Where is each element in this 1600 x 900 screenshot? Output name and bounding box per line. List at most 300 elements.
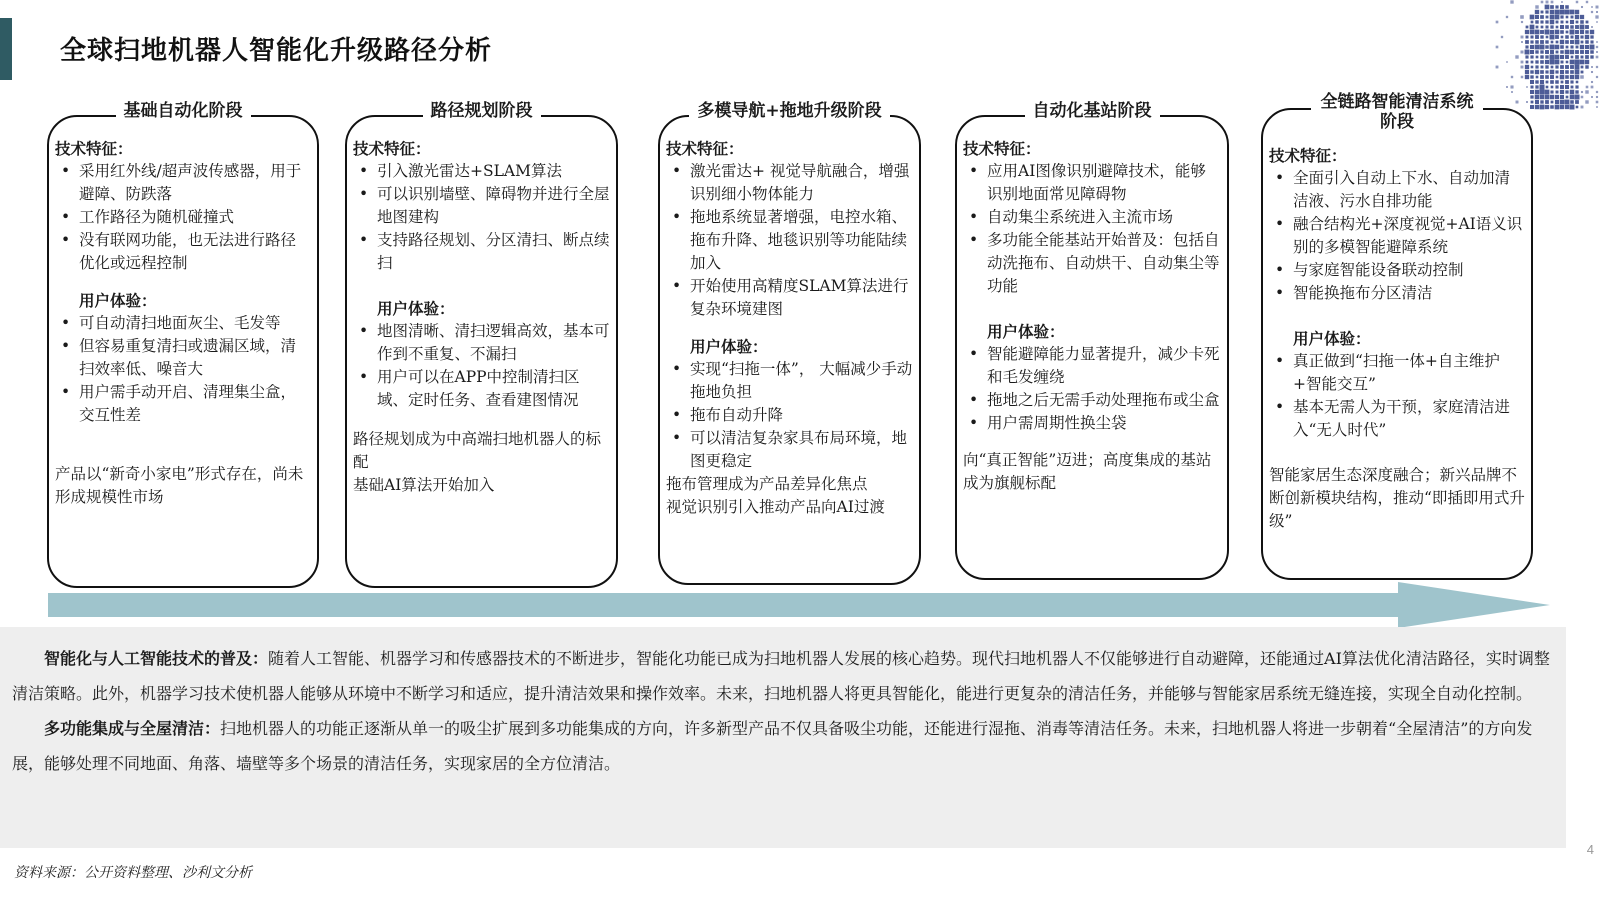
- logo-dot: [1590, 40, 1593, 43]
- logo-dot: [1565, 100, 1570, 105]
- logo-dot: [1550, 25, 1553, 28]
- logo-dot: [1581, 56, 1584, 59]
- logo-dot: [1555, 90, 1558, 93]
- logo-dot: [1585, 90, 1588, 93]
- logo-dot: [1575, 40, 1580, 45]
- stage-summary: [666, 473, 913, 519]
- stage-title: 多模导航+拖地升级阶段: [689, 101, 889, 121]
- logo-dot: [1566, 46, 1569, 49]
- logo-dot: [1570, 50, 1574, 54]
- logo-dot: [1555, 95, 1559, 99]
- logo-dot: [1560, 15, 1563, 18]
- logo-dot: [1570, 40, 1574, 44]
- logo-dot: [1556, 21, 1559, 24]
- ux-item: • 真正做到“扫拖一体+自主维护+智能交互”: [1269, 350, 1525, 396]
- logo-dot: [1545, 65, 1548, 68]
- logo-dot: [1545, 60, 1549, 64]
- logo-dot: [1585, 65, 1588, 68]
- logo-dot: [1506, 16, 1508, 18]
- logo-dot: [1520, 50, 1523, 53]
- logo-dot: [1550, 95, 1554, 99]
- analysis-paragraph-ai: [12, 641, 1552, 711]
- logo-dot: [1580, 15, 1584, 19]
- logo-dot: [1570, 20, 1574, 24]
- logo-dot: [1540, 105, 1545, 110]
- logo-dot: [1525, 40, 1529, 44]
- logo-dot: [1550, 20, 1554, 24]
- logo-dot: [1530, 75, 1533, 78]
- logo-dot: [1585, 55, 1589, 59]
- logo-dot: [1550, 45, 1555, 50]
- logo-dot: [1530, 40, 1533, 43]
- tech-item: • 自动集尘系统进入主流市场: [963, 206, 1221, 229]
- logo-dot: [1540, 30, 1544, 34]
- logo-dot: [1550, 5, 1554, 9]
- logo-dot: [1555, 10, 1560, 15]
- logo-dot: [1526, 61, 1529, 64]
- tech-item: • 拖地系统显著增强，电控水箱、拖布升降、地毯识别等功能陆续加入: [666, 206, 913, 275]
- logo-dot: [1555, 5, 1558, 8]
- logo-dot: [1541, 11, 1544, 14]
- logo-dot: [1535, 90, 1539, 94]
- logo-dot: [1585, 25, 1589, 29]
- logo-dot: [1535, 45, 1540, 50]
- logo-dot: [1570, 90, 1575, 95]
- logo-dot: [1586, 21, 1589, 24]
- logo-dot: [1555, 65, 1558, 68]
- logo-dot: [1575, 15, 1579, 19]
- logo-dot: [1565, 105, 1569, 109]
- tech-features-heading: 技术特征：: [1269, 146, 1347, 165]
- logo-dot: [1510, 0, 1513, 3]
- logo-dot: [1521, 66, 1524, 69]
- logo-dot: [1560, 100, 1565, 105]
- logo-dot: [1570, 95, 1574, 99]
- logo-dot: [1596, 96, 1598, 98]
- summary-line: 向“真正智能”迈进；高度集成的基站成为旗舰标配: [963, 451, 1212, 492]
- logo-dot: [1550, 10, 1554, 14]
- ux-item: • 拖地之后无需手动处理拖布或尘盒: [963, 389, 1221, 412]
- logo-dot: [1535, 50, 1538, 53]
- logo-dot: [1545, 10, 1548, 13]
- summary-line: 产品以“新奇小家电”形式存在，尚未形成规模性市场: [55, 465, 304, 506]
- user-experience-heading: 用户体验：: [690, 337, 768, 356]
- logo-dot: [1570, 35, 1573, 38]
- logo-dot: [1565, 55, 1569, 59]
- logo-dot: [1550, 60, 1555, 65]
- logo-dot: [1580, 30, 1584, 34]
- logo-dot: [1560, 45, 1564, 49]
- logo-dot: [1575, 30, 1579, 34]
- logo-dot: [1575, 50, 1579, 54]
- logo-dot: [1540, 55, 1543, 58]
- logo-dot: [1540, 35, 1543, 38]
- logo-dot: [1595, 15, 1598, 18]
- logo-dot: [1535, 85, 1538, 88]
- logo-dot: [1555, 100, 1559, 104]
- logo-dot: [1521, 21, 1523, 23]
- logo-dot: [1565, 25, 1569, 29]
- logo-dot: [1555, 70, 1558, 73]
- logo-dot: [1591, 26, 1593, 28]
- summary-line: 路径规划成为中高端扫地机器人的标配: [353, 430, 602, 471]
- logo-dot: [1550, 15, 1555, 20]
- ux-item: • 拖布自动升降: [666, 404, 913, 427]
- logo-dot: [1546, 1, 1549, 4]
- logo-dot: [1580, 25, 1585, 30]
- logo-dot: [1550, 35, 1555, 40]
- logo-dot: [1496, 21, 1499, 24]
- stage-card-path-planning: [345, 101, 618, 588]
- logo-dot: [1520, 15, 1524, 19]
- logo-dot: [1560, 85, 1564, 89]
- logo-dot: [1560, 10, 1565, 15]
- logo-dot: [1541, 1, 1544, 4]
- tech-features-heading: 技术特征：: [353, 139, 431, 158]
- logo-dot: [1546, 16, 1549, 19]
- logo-dot: [1550, 50, 1554, 54]
- logo-dot: [1566, 21, 1569, 24]
- logo-dot: [1560, 25, 1564, 29]
- logo-dot: [1596, 66, 1598, 68]
- logo-dot: [1555, 55, 1560, 60]
- logo-dot: [1541, 66, 1544, 69]
- logo-dot: [1525, 55, 1528, 58]
- stage-summary: [1269, 464, 1525, 533]
- logo-dot: [1510, 85, 1513, 88]
- stage-title: 全链路智能清洁系统阶段: [1311, 92, 1483, 132]
- logo-dot: [1570, 30, 1575, 35]
- logo-dot: [1551, 41, 1554, 44]
- tech-features-heading: 技术特征：: [963, 139, 1041, 158]
- logo-dot: [1545, 70, 1548, 73]
- logo-dot: [1540, 70, 1544, 74]
- stage-title: 路径规划阶段: [423, 101, 541, 121]
- logo-dot: [1591, 86, 1594, 89]
- ux-item: • 地图清晰、清扫逻辑高效，基本可作到不重复、不漏扫: [353, 320, 610, 366]
- tech-item: • 与家庭智能设备联动控制: [1269, 259, 1525, 282]
- logo-dot: [1535, 60, 1538, 63]
- tech-item: • 融合结构光+深度视觉+AI语义识别的多模智能避障系统: [1269, 213, 1525, 259]
- logo-dot: [1535, 20, 1538, 23]
- logo-dot: [1576, 21, 1579, 24]
- logo-dot: [1555, 85, 1558, 88]
- logo-dot: [1530, 45, 1534, 49]
- summary-line: 视觉识别引入推动产品向AI过渡: [666, 498, 885, 516]
- logo-dot: [1535, 40, 1539, 44]
- logo-dot: [1530, 55, 1533, 58]
- tech-item: • 全面引入自动上下水、自动加清洁液、污水自排功能: [1269, 167, 1525, 213]
- summary-line: 智能家居生态深度融合；新兴品牌不断创新模块结构，推动“即插即用式升级”: [1269, 466, 1525, 530]
- stage-card-basic-automation: [47, 101, 319, 588]
- logo-dot: [1511, 76, 1513, 78]
- logo-dot: [1560, 5, 1564, 9]
- logo-dot: [1556, 51, 1559, 54]
- logo-dot: [1560, 60, 1563, 63]
- logo-dot: [1546, 81, 1549, 84]
- logo-dot: [1530, 25, 1535, 30]
- logo-dot: [1555, 80, 1559, 84]
- logo-dot: [1596, 51, 1598, 53]
- logo-dot: [1545, 90, 1550, 95]
- logo-dot: [1556, 76, 1559, 79]
- logo-dot: [1575, 70, 1580, 75]
- ux-item: • 但容易重复清扫或遗漏区域，清扫效率低、噪音大: [55, 335, 311, 381]
- logo-dot: [1570, 60, 1575, 65]
- logo-dot: [1560, 55, 1564, 59]
- logo-dot: [1521, 76, 1524, 79]
- logo-dot: [1590, 50, 1594, 54]
- logo-dot: [1585, 35, 1589, 39]
- logo-dot: [1560, 40, 1564, 44]
- logo-dot: [1525, 50, 1530, 55]
- logo-dot: [1546, 36, 1549, 39]
- logo-dot: [1560, 75, 1564, 79]
- logo-dot: [1585, 50, 1589, 54]
- logo-dot: [1591, 96, 1593, 98]
- logo-dot: [1575, 10, 1579, 14]
- logo-dot: [1555, 105, 1560, 110]
- logo-dot: [1585, 45, 1589, 49]
- logo-dot: [1540, 80, 1544, 84]
- ux-item: • 可自动清扫地面灰尘、毛发等: [55, 312, 311, 335]
- logo-dot: [1580, 50, 1584, 54]
- logo-dot: [1540, 45, 1545, 50]
- user-experience-heading: 用户体验：: [1293, 329, 1371, 348]
- logo-dot: [1541, 26, 1544, 29]
- logo-dot: [1561, 21, 1564, 24]
- logo-dot: [1596, 101, 1599, 104]
- logo-dot: [1555, 30, 1560, 35]
- logo-dot: [1591, 71, 1593, 73]
- logo-dot: [1560, 90, 1564, 94]
- logo-dot: [1570, 75, 1574, 79]
- logo-dot: [1536, 26, 1539, 29]
- logo-dot: [1545, 25, 1548, 28]
- logo-dot: [1506, 86, 1508, 88]
- logo-dot: [1561, 81, 1564, 84]
- logo-dot: [1570, 105, 1575, 110]
- logo-dot: [1526, 26, 1529, 29]
- logo-dot: [1546, 86, 1549, 89]
- logo-dot: [1515, 55, 1518, 58]
- logo-dot: [1580, 35, 1583, 38]
- logo-dot: [1545, 45, 1549, 49]
- logo-dot: [1591, 66, 1593, 68]
- logo-dot: [1540, 95, 1544, 99]
- logo-dot: [1585, 30, 1589, 34]
- logo-dot: [1581, 71, 1584, 74]
- page-number: 4: [1586, 842, 1594, 857]
- tech-item: • 没有联网功能，也无法进行路径优化或远程控制: [55, 229, 311, 275]
- logo-dot: [1545, 100, 1549, 104]
- logo-dot: [1575, 60, 1580, 65]
- logo-dot: [1550, 75, 1554, 79]
- logo-dot: [1560, 105, 1564, 109]
- logo-dot: [1576, 46, 1579, 49]
- logo-dot: [1551, 1, 1554, 4]
- logo-dot: [1566, 31, 1569, 34]
- logo-dot: [1580, 45, 1584, 49]
- paragraph-heading: 多功能集成与全屋清洁：: [44, 719, 221, 738]
- logo-dot: [1576, 106, 1579, 109]
- logo-dot: [1565, 75, 1569, 79]
- logo-dot: [1531, 66, 1534, 69]
- logo-dot: [1530, 35, 1533, 38]
- logo-dot: [1575, 90, 1578, 93]
- paragraph-body: 随着人工智能、机器学习和传感器技术的不断进步，智能化功能已成为扫地机器人发展的核心趋势。现代扫地机器人不仅能够进行自动避障，还能通过AI算法优化清洁路径，实时调整清洁策略。此外，机器学习技术使机器人能够从环境中不断学习和适应，提升清洁效果和操作效率。未来，扫地机器人将更具智能化，能进行更复杂的清洁任务，并能够与智能家居系统无缝连接，实现全自动化控制。: [12, 649, 1550, 703]
- user-experience-heading: 用户体验：: [987, 322, 1065, 341]
- logo-dot: [1535, 105, 1539, 109]
- logo-dot: [1570, 80, 1573, 83]
- logo-dot: [1575, 95, 1580, 100]
- logo-dot: [1596, 41, 1598, 43]
- logo-dot: [1525, 65, 1529, 69]
- stage-summary: [353, 428, 610, 497]
- stage-card-full-chain-smart-cleaning: [1261, 92, 1533, 580]
- logo-dot: [1591, 11, 1593, 13]
- logo-dot: [1565, 10, 1570, 15]
- logo-dot: [1550, 80, 1554, 84]
- summary-line: 基础AI算法开始加入: [353, 476, 495, 494]
- logo-dot: [1555, 35, 1559, 39]
- logo-dot: [1596, 46, 1598, 48]
- logo-dot: [1585, 40, 1589, 44]
- logo-dot: [1540, 60, 1544, 64]
- paragraph-body: 扫地机器人的功能正逐渐从单一的吸尘扩展到多功能集成的方向，许多新型产品不仅具备吸尘功能，还能进行湿拖、消毒等清洁任务。未来，扫地机器人将进一步朝着“全屋清洁”的方向发展，能够处理不同地面、角落、墙壁等多个场景的清洁任务，实现家居的全方位清洁。: [12, 719, 1533, 773]
- logo-dot: [1535, 30, 1540, 35]
- logo-dot: [1540, 90, 1545, 95]
- logo-dot: [1551, 101, 1554, 104]
- summary-line: 拖布管理成为产品差异化焦点: [666, 475, 868, 493]
- tech-item: • 可以识别墙壁、障碍物并进行全屋地图建构: [353, 183, 610, 229]
- logo-dot: [1570, 10, 1575, 15]
- logo-dot: [1540, 40, 1544, 44]
- logo-dot: [1540, 20, 1543, 23]
- logo-dot: [1570, 45, 1573, 48]
- logo-dot: [1596, 11, 1598, 13]
- logo-dot: [1581, 66, 1584, 69]
- logo-dot: [1581, 91, 1583, 93]
- logo-dot: [1596, 76, 1598, 78]
- logo-dot: [1545, 30, 1550, 35]
- logo-dot: [1526, 86, 1528, 88]
- logo-dot: [1560, 50, 1564, 54]
- logo-dot: [1586, 1, 1588, 3]
- logo-dot: [1575, 85, 1578, 88]
- stage-card-auto-base-station: [955, 101, 1229, 580]
- logo-dot: [1565, 65, 1569, 69]
- tech-item: • 激光雷达+ 视觉导航融合，增强识别细小物体能力: [666, 160, 913, 206]
- logo-dot: [1566, 61, 1569, 64]
- logo-dot: [1556, 41, 1559, 44]
- stage-card-multimodal-navigation: [658, 101, 921, 585]
- logo-dot: [1560, 30, 1564, 34]
- logo-dot: [1555, 45, 1560, 50]
- ux-item: • 用户需手动开启、清理集尘盒，交互性差: [55, 381, 311, 427]
- tech-item: • 引入激光雷达+SLAM算法: [353, 160, 610, 183]
- paragraph-heading: 智能化与人工智能技术的普及：: [44, 649, 269, 668]
- logo-dot: [1545, 55, 1548, 58]
- logo-dot: [1545, 50, 1549, 54]
- logo-dot: [1545, 5, 1550, 10]
- logo-dot: [1540, 75, 1544, 79]
- logo-dot: [1530, 80, 1534, 84]
- logo-dot: [1525, 70, 1529, 74]
- logo-dot: [1565, 50, 1570, 55]
- ux-item: • 基本无需人为干预，家庭清洁进入“无人时代”: [1269, 396, 1525, 442]
- logo-dot: [1570, 100, 1574, 104]
- logo-dot: [1565, 5, 1569, 9]
- logo-dot: [1551, 86, 1554, 89]
- logo-dot: [1591, 6, 1593, 8]
- logo-dot: [1596, 6, 1599, 9]
- user-experience-heading: 用户体验：: [377, 299, 455, 318]
- logo-dot: [1521, 41, 1523, 43]
- logo-dot: [1570, 70, 1574, 74]
- logo-dot: [1550, 70, 1554, 74]
- timeline-arrow-icon: [48, 582, 1550, 628]
- logo-dot: [1561, 1, 1563, 3]
- logo-dot: [1580, 75, 1584, 79]
- logo-dot: [1535, 70, 1539, 74]
- logo-dot: [1535, 95, 1540, 100]
- logo-dot: [1540, 100, 1543, 103]
- logo-dot: [1545, 75, 1549, 79]
- logo-dot: [1576, 81, 1579, 84]
- analysis-paragraph-multifunction: [12, 711, 1552, 781]
- logo-dot: [1570, 65, 1574, 69]
- stage-summary: [963, 449, 1221, 495]
- logo-dot: [1566, 16, 1569, 19]
- logo-dot: [1560, 95, 1564, 99]
- logo-dot: [1530, 70, 1533, 73]
- logo-dot: [1560, 70, 1564, 74]
- logo-dot: [1581, 41, 1584, 44]
- logo-dot: [1570, 25, 1574, 29]
- logo-dot: [1545, 95, 1550, 100]
- tech-item: • 开始使用高精度SLAM算法进行复杂环境建图: [666, 275, 913, 321]
- tech-item: • 多功能全能基站开始普及：包括自动洗拖布、自动烘干、自动集尘等功能: [963, 229, 1221, 298]
- logo-dot: [1535, 5, 1538, 8]
- analysis-panel: [0, 627, 1566, 848]
- logo-dot: [1556, 26, 1559, 29]
- logo-dot: [1585, 60, 1589, 64]
- logo-dot: [1575, 55, 1579, 59]
- logo-dot: [1555, 15, 1560, 20]
- logo-dot: [1525, 30, 1529, 34]
- logo-dot: [1545, 40, 1548, 43]
- logo-dot: [1535, 15, 1539, 19]
- logo-dot: [1501, 36, 1503, 38]
- logo-dot: [1575, 65, 1580, 70]
- logo-dot: [1545, 105, 1549, 109]
- logo-dot: [1525, 35, 1528, 38]
- logo-dot: [1536, 76, 1539, 79]
- logo-dot: [1581, 6, 1583, 8]
- logo-dot: [1535, 100, 1539, 104]
- logo-dot: [1550, 90, 1553, 93]
- logo-dot: [1531, 61, 1534, 64]
- logo-dot: [1596, 106, 1598, 108]
- logo-dot: [1545, 20, 1548, 23]
- logo-dot: [1530, 15, 1535, 20]
- tech-item: • 工作路径为随机碰撞式: [55, 206, 311, 229]
- logo-dot: [1565, 80, 1569, 84]
- logo-dot: [1525, 45, 1528, 48]
- logo-dot: [1565, 90, 1568, 93]
- logo-dot: [1596, 56, 1599, 59]
